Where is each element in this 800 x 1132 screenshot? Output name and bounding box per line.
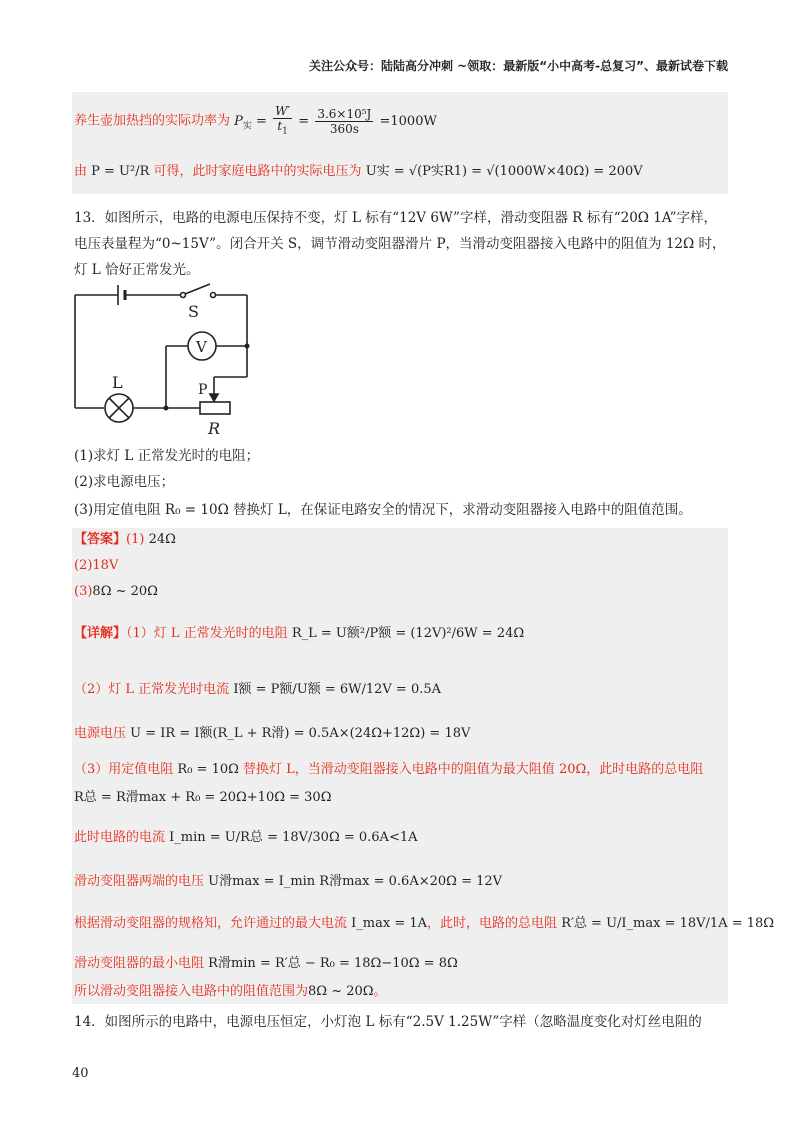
detail-7-text: 滑动变阻器两端的电压 [74,874,205,889]
prev-line-1-text: 养生壶加热挡的实际功率为 [74,113,231,129]
prev-line-2-text-b: 可得，此时家庭电路中的实际电压为 [153,164,362,179]
detail-10-text-b: 。 [373,984,387,999]
question-13-text: 13．如图所示，电路的电源电压保持不变，灯 L 标有“12V 6W”字样，滑动变阻器 R 标有“20Ω 1A”字样，电压表量程为“0~15V”。闭合开关 S，调节滑动变阻器滑片 P，当滑动变阻器接入电路中的阻值为 12Ω 时，灯 L 恰好正常发光。 [74,210,726,278]
detail-5-math: R总 = R滑max + R₀ = 20Ω+10Ω = 30Ω [74,790,332,805]
detail-8-text-b: ，此时，电路的总电阻 [427,916,558,931]
switch-contact [211,293,216,298]
answer-3-value: 8Ω ~ 20Ω [92,584,158,599]
detail-10-text-a: 所以滑动变阻器接入电路中的阻值范围为 [74,984,309,999]
detail-7-math: U滑max = I_min R滑max = 0.6A×20Ω = 12V [208,874,503,889]
detail-8-math-a: I_max = 1A [351,916,428,931]
junction-dot-1 [164,406,169,411]
answer-line-2: (2)18V [74,558,119,573]
detail-10-math: 8Ω ~ 20Ω [308,984,374,999]
detail-6-math: I_min = U/R总 = 18V/30Ω = 0.6A<1A [169,830,418,845]
detail-line-1 [74,624,524,644]
circuit-diagram [70,282,260,442]
detail-tag: 【详解】 [74,626,127,641]
prev-line-2 [74,162,643,182]
answer-1-label: (1) [126,532,145,547]
rheostat-body [200,402,230,414]
switch-blade [185,284,210,294]
label-V: V [196,338,207,356]
answer-line-1 [74,530,176,550]
detail-line-6 [74,828,418,848]
detail-4-text-b: 替换灯 L，当滑动变阻器接入电路中的阻值为最大阻值 20Ω，此时电路的总电阻 [243,762,704,777]
label-L: L [112,373,123,392]
answer-line-3 [74,582,158,602]
detail-3-text: 电源电压 [74,726,127,741]
detail-8-math-b: R′总 = U/I_max = 18V/1A = 18Ω [561,916,775,931]
junction-dot-2 [245,344,250,349]
answer-1-value: 24Ω [148,532,176,547]
page-number: 40 [72,1066,89,1081]
detail-line-9 [74,954,458,974]
answer-tag: 【答案】 [74,532,127,547]
question-14-text: 14．如图所示的电路中，电源电压恒定，小灯泡 L 标有“2.5V 1.25W”字样（忽略温度变化对灯丝电阻的 [74,1014,702,1030]
detail-line-7 [74,872,502,892]
question-13-sub3: (3)用定值电阻 R₀ = 10Ω 替换灯 L，在保证电路安全的情况下，求滑动变阻器接入电路中的阻值范围。 [74,502,692,518]
detail-2-text: （2）灯 L 正常发光时电流 [74,682,230,697]
label-P: P [198,382,208,398]
prev-line-2-formula: P = U²/R [91,164,150,179]
detail-line-2 [74,680,441,700]
detail-line-10 [74,982,387,1002]
detail-9-text: 滑动变阻器的最小电阻 [74,956,205,971]
detail-2-math: I额 = P额/U额 = 6W/12V = 0.5A [233,682,442,697]
question-13-sub2: (2)求电源电压； [74,474,175,490]
detail-line-5 [74,788,331,808]
detail-1-text: （1）灯 L 正常发光时的电阻 [126,626,288,641]
detail-8-text-a: 根据滑动变阻器的规格知，允许通过的最大电流 [74,916,348,931]
slider-arrow [210,394,218,401]
answer-3-label: (3) [74,584,93,599]
page-header: 关注公众号：陆陆高分冲刺 ~领取：最新版“小中高考-总复习”、最新试卷下载 [309,59,728,73]
detail-4-text-a: （3）用定值电阻 [74,762,174,777]
detail-line-4 [74,760,703,780]
detail-6-text: 此时电路的电流 [74,830,166,845]
detail-line-3 [74,724,470,744]
detail-3-math: U = IR = I额(R_L + R滑) = 0.5A×(24Ω+12Ω) = 18V [130,726,471,741]
label-R: R [208,419,221,438]
detail-line-8 [74,914,774,934]
prev-line-2-math: U实 = √(P实R1) = √(1000W×40Ω) = 200V [365,164,643,179]
detail-4-math: R₀ = 10Ω [177,762,239,777]
label-S: S [188,302,199,321]
prev-line-2-text-a: 由 [74,164,88,179]
detail-1-math: R_L = U额²/P额 = (12V)²/6W = 24Ω [291,626,525,641]
prev-line-1 [74,104,437,138]
prev-line-1-math: $P_实$ = $\frac{W'}{t_1}$ = $\frac{\text{3.6×10⁵J}}{360s}$ =1000W [234,104,437,137]
detail-9-math: R滑min = R′总 − R₀ = 18Ω−10Ω = 8Ω [208,956,458,971]
question-13-sub1: (1)求灯 L 正常发光时的电阻； [74,448,260,464]
